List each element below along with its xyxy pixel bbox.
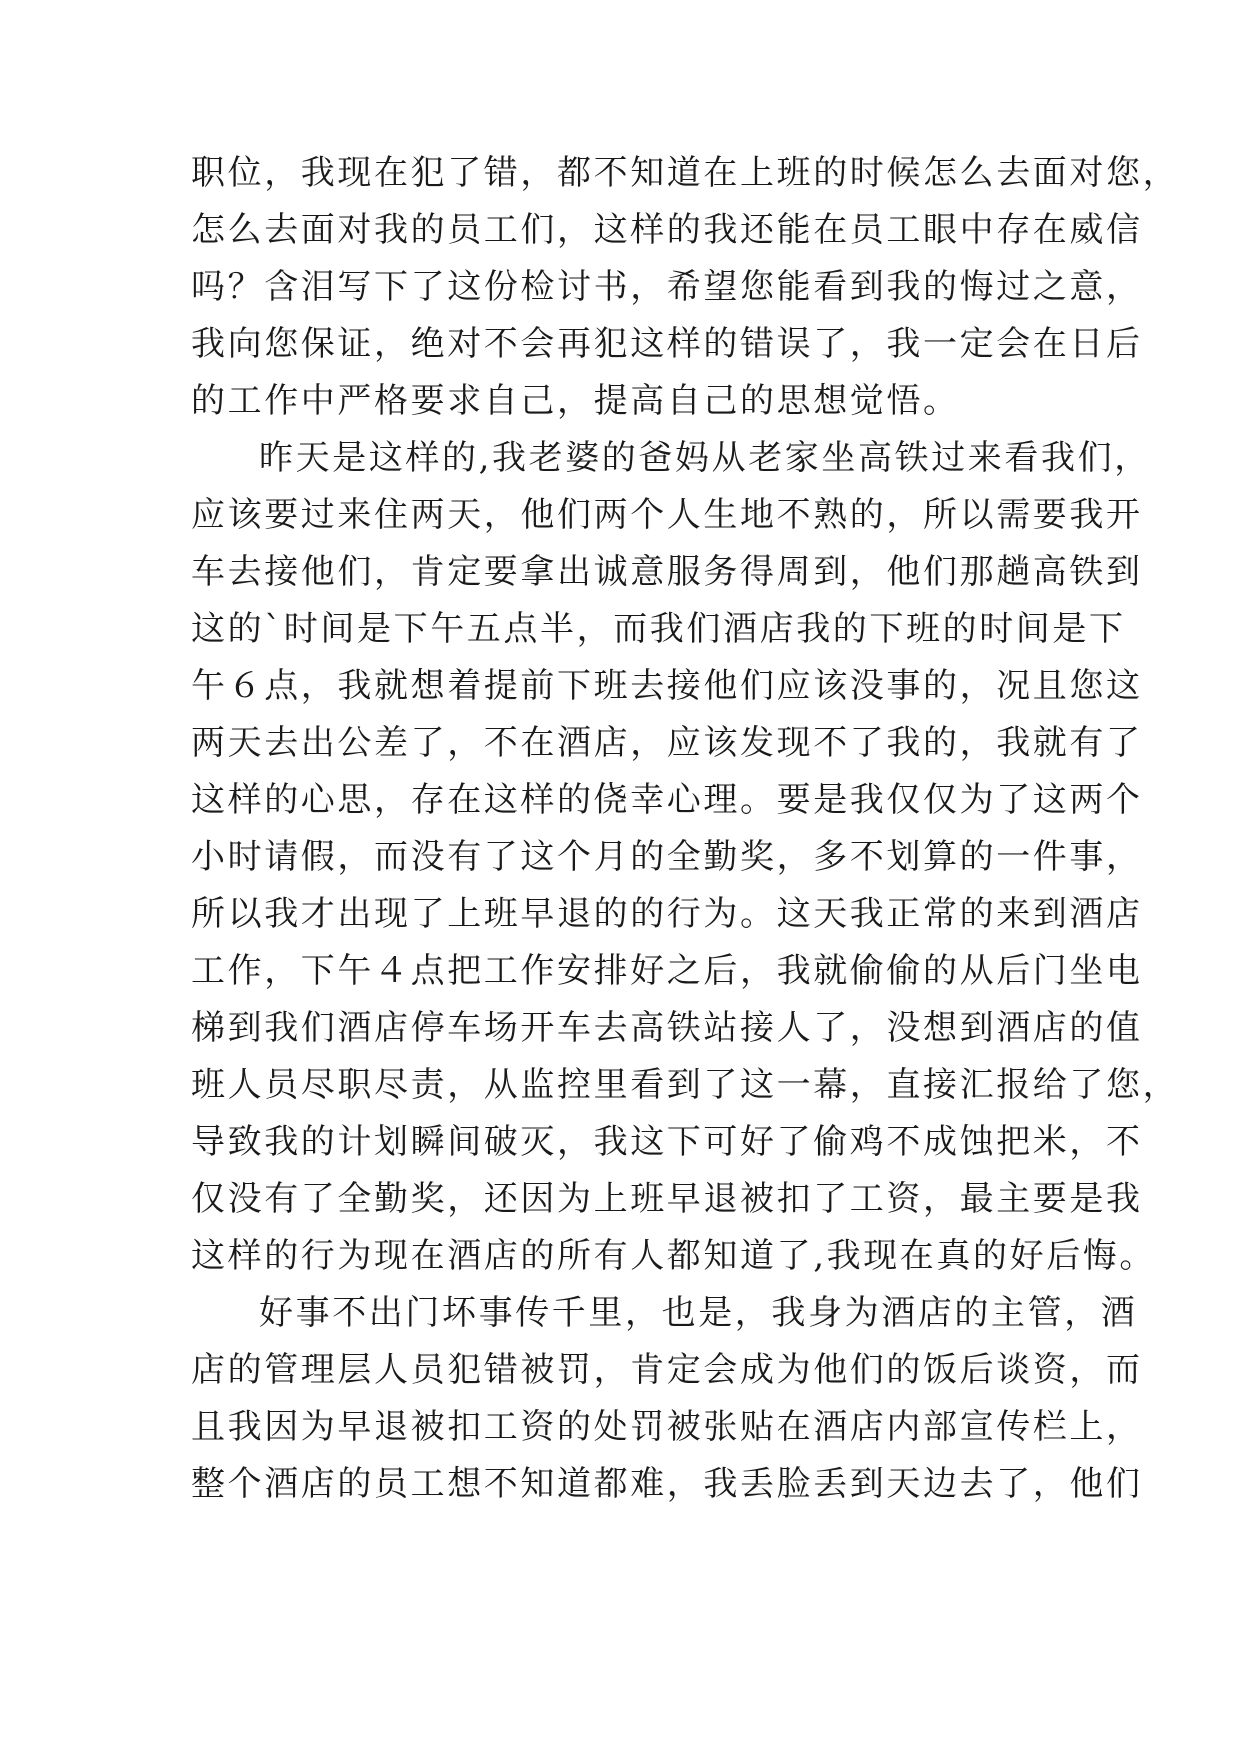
text-line: 怎么去面对我的员工们，这样的我还能在员工眼中存在威信 xyxy=(191,210,1143,250)
text-line: 午６点，我就想着提前下班去接他们应该没事的，况且您这 xyxy=(191,666,1143,706)
text-line: 我向您保证，绝对不会再犯这样的错误了，我一定会在日后 xyxy=(191,324,1143,364)
text-line: 且我因为早退被扣工资的处罚被张贴在酒店内部宣传栏上， xyxy=(191,1407,1143,1447)
text-line: 两天去出公差了，不在酒店，应该发现不了我的，我就有了 xyxy=(191,723,1143,763)
text-line: 整个酒店的员工想不知道都难，我丢脸丢到天边去了，他们 xyxy=(191,1464,1143,1504)
text-line: 工作，下午４点把工作安排好之后，我就偷偷的从后门坐电 xyxy=(191,951,1143,991)
text-line: 仅没有了全勤奖，还因为上班早退被扣了工资，最主要是我 xyxy=(191,1179,1143,1219)
text-line: 吗？含泪写下了这份检讨书，希望您能看到我的悔过之意， xyxy=(191,267,1143,307)
text-line: 班人员尽职尽责，从监控里看到了这一幕，直接汇报给了您， xyxy=(191,1065,1180,1105)
paragraph-first-line: 好事不出门坏事传千里，也是，我身为酒店的主管，酒 xyxy=(259,1293,1138,1333)
text-line: 这样的心思，存在这样的侥幸心理。要是我仅仅为了这两个 xyxy=(191,780,1143,820)
text-line: 店的管理层人员犯错被罚，肯定会成为他们的饭后谈资，而 xyxy=(191,1350,1143,1390)
text-line: 这的`时间是下午五点半，而我们酒店我的下班的时间是下 xyxy=(191,609,1126,649)
text-line: 的工作中严格要求自己，提高自己的思想觉悟。 xyxy=(191,381,960,421)
text-line: 导致我的计划瞬间破灭，我这下可好了偷鸡不成蚀把米，不 xyxy=(191,1122,1143,1162)
text-line: 应该要过来住两天，他们两个人生地不熟的，所以需要我开 xyxy=(191,495,1143,535)
text-line: 职位，我现在犯了错，都不知道在上班的时候怎么去面对您， xyxy=(191,153,1180,193)
paragraph-first-line: 昨天是这样的,我老婆的爸妈从老家坐高铁过来看我们， xyxy=(259,438,1151,478)
text-line: 所以我才出现了上班早退的的行为。这天我正常的来到酒店 xyxy=(191,894,1143,934)
text-line: 这样的行为现在酒店的所有人都知道了,我现在真的好后悔。 xyxy=(191,1236,1157,1276)
text-line: 小时请假，而没有了这个月的全勤奖，多不划算的一件事， xyxy=(191,837,1143,877)
text-line: 车去接他们，肯定要拿出诚意服务得周到，他们那趟高铁到 xyxy=(191,552,1143,592)
text-line: 梯到我们酒店停车场开车去高铁站接人了，没想到酒店的值 xyxy=(191,1008,1143,1048)
